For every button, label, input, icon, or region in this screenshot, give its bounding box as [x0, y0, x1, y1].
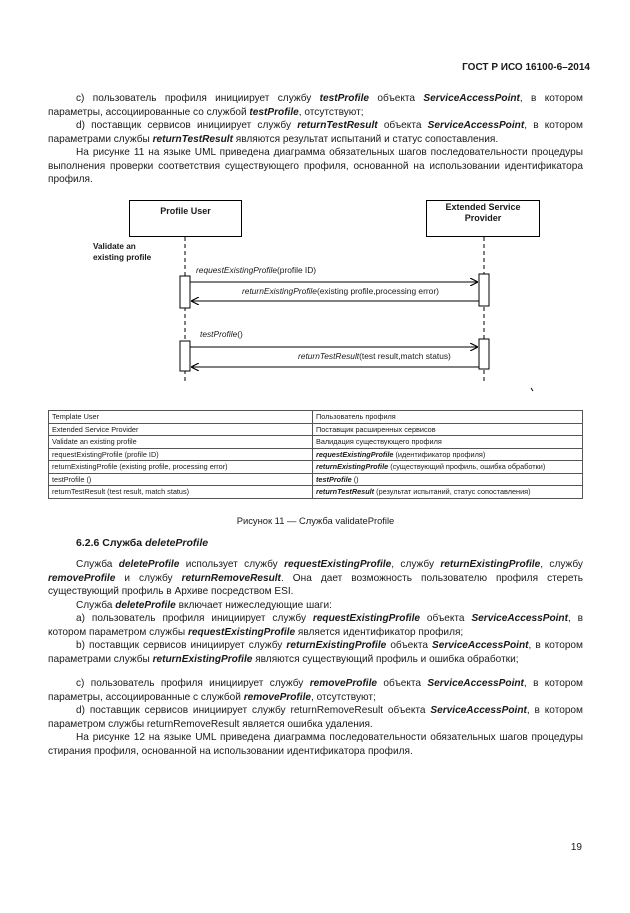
msg-return-test-result: returnTestResult(test result,match status)	[298, 351, 451, 361]
table-row: Validate an existing profile Валидация существующего профиля	[49, 436, 583, 449]
paragraph-d: d) поставщик сервисов инициирует службу returnTestResult объекта ServiceAccessPoint, в котором параметрами службы returnTestResult являются результат испытаний и статус сопоставления.	[48, 120, 583, 145]
paragraph-figure12-intro: На рисунке 12 на языке UML приведена диаграмма последовательности обязательных шагов процедуры стирания профиля, основанной на использовании идентификатора профиля.	[48, 732, 583, 757]
paragraph-step-b: b) поставщик сервисов инициирует службу returnExistingProfile объекта ServiceAccessPoint, в котором параметрами службы returnExistingProfile являются существующий профиль и ошибка обработки;	[48, 640, 583, 665]
table-row: returnExistingProfile (existing profile, processing error) returnExistingProfile (существующий профиль, ошибка обработки)	[49, 461, 583, 474]
figure-caption: Рисунок 11 — Служба validateProfile	[236, 515, 395, 526]
activation-left-1	[180, 276, 190, 308]
paragraph-step-a: а) пользователь профиля инициирует службу requestExistingProfile объекта ServiceAccessPoint, в котором параметром службы requestExistingProfile является идентификатор профиля;	[48, 613, 583, 638]
paragraph-delete-profile-intro: Служба deleteProfile использует службу requestExistingProfile, службу returnExistingProfile, службу removeProfile и службу returnRemoveResult. Она дает возможность пользователю профиля стереть существующий профиль в Архиве посредством ESI.	[48, 559, 584, 598]
corner-mark	[531, 388, 533, 391]
table-row: requestExistingProfile (profile ID) requestExistingProfile (идентификатор профиля)	[49, 448, 583, 461]
legend-table	[48, 410, 583, 499]
paragraph-step-d: d) поставщик сервисов инициирует службу returnRemoveResult объекта ServiceAccessPoint, в котором параметром службы returnRemoveResult является ошибка удаления.	[48, 705, 583, 730]
msg-request-existing-profile: requestExistingProfile(profile ID)	[196, 265, 317, 275]
activation-left-2	[180, 341, 190, 371]
msg-test-profile: testProfile()	[200, 329, 243, 339]
section-heading: 6.2.6 Служба deleteProfile	[76, 537, 209, 549]
table-row: testProfile () testProfile ()	[49, 473, 583, 486]
table-row: Template User Пользователь профиля	[49, 411, 583, 424]
note-validate-existing-profile: Validate an existing profile	[93, 242, 152, 262]
actor-profile-user: Profile User	[129, 200, 242, 237]
msg-return-existing-profile: returnExistingProfile(existing profile,processing error)	[242, 286, 439, 296]
activation-right-1	[479, 274, 489, 306]
paragraph-steps-intro: Служба deleteProfile включает нижеследующие шаги:	[76, 600, 332, 611]
actor-extended-service-provider: Extended Service Provider	[426, 200, 540, 237]
table-row: Extended Service Provider Поставщик расширенных сервисов	[49, 423, 583, 436]
paragraph-c: c) пользователь профиля инициирует службу testProfile объекта ServiceAccessPoint, в котором параметры, ассоциированные со службой testProfile, отсутствуют;	[48, 93, 583, 118]
paragraph-step-c: с) пользователь профиля инициирует службу removeProfile объекта ServiceAccessPoint, в котором параметры, ассоциированные с службой removeProfile, отсутствуют;	[48, 678, 583, 703]
page-number: 19	[570, 842, 582, 853]
document-code: ГОСТ Р ИСО 16100-6–2014	[462, 62, 590, 73]
activation-right-2	[479, 339, 489, 369]
paragraph-figure-intro: На рисунке 11 на языке UML приведена диаграмма обязательных шагов последовательности процедуры выполнения проверки соответствия существующего профиля, основанной на использовании идентификатора профиля.	[48, 147, 583, 186]
table-row: returnTestResult (test result, match status) returnTestResult (результат испытаний, статус сопоставления)	[49, 486, 583, 499]
